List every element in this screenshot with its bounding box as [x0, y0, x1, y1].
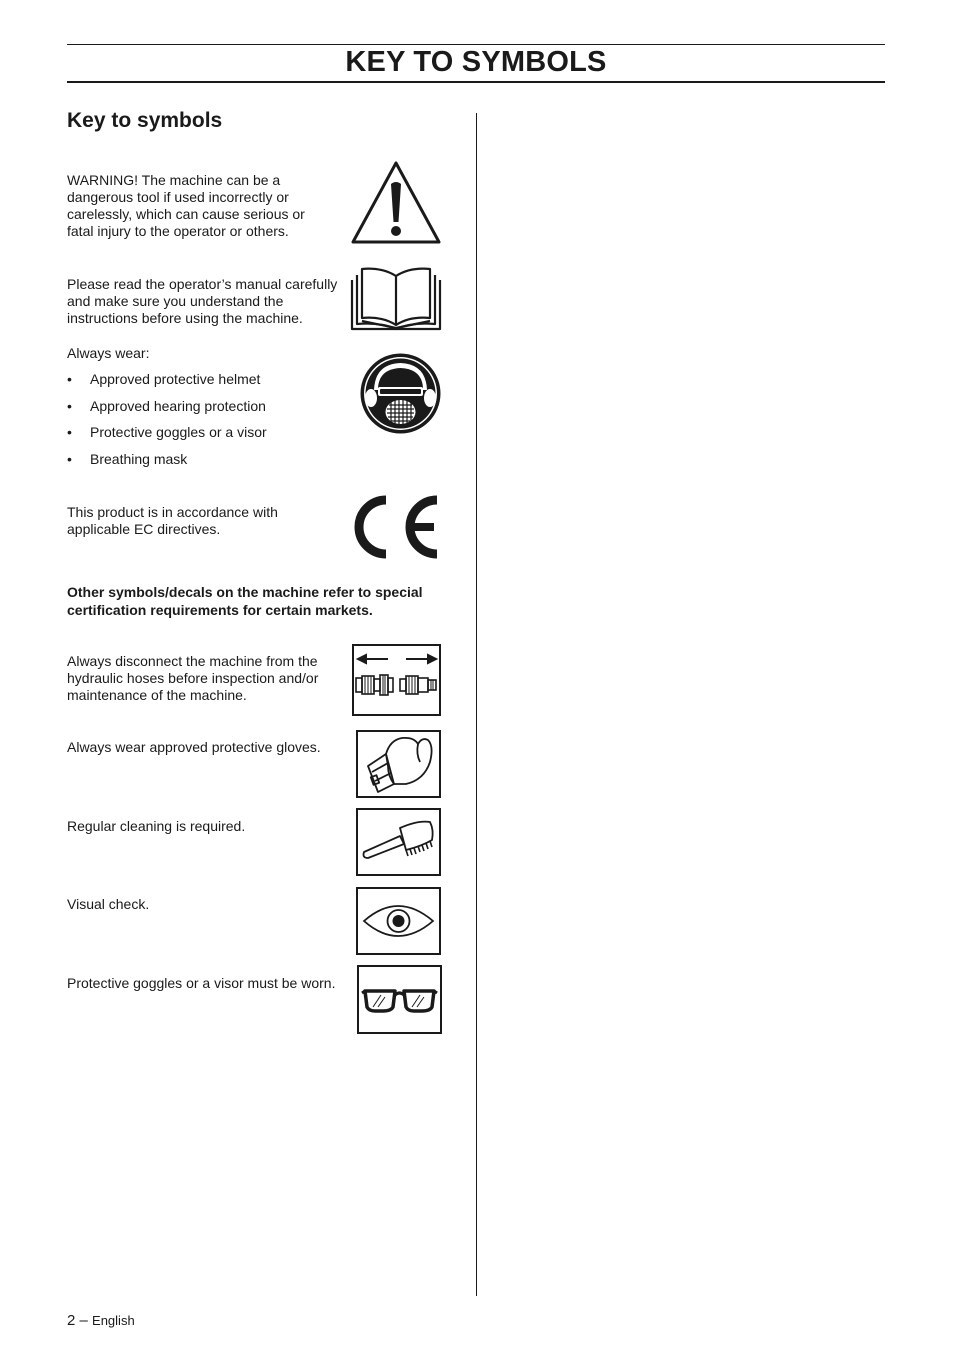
- glove-icon: [356, 730, 441, 798]
- page-footer: [67, 1312, 135, 1329]
- warning-text: WARNING! The machine can be a dangerous tool if used incorrectly or carelessly, which can cause serious or fatal injury to the operator or others.: [67, 172, 305, 239]
- manual-text: Please read the operator’s manual carefully and make sure you understand the instructions before using the machine.: [67, 276, 338, 326]
- hose-disconnect-icon: [352, 644, 441, 716]
- other-symbols-note: Other symbols/decals on the machine refer to special certification requirements for certain markets.: [67, 584, 423, 618]
- warning-triangle-icon: [350, 160, 442, 245]
- ce-mark-icon: [350, 494, 442, 560]
- protective-gear-icon: [359, 352, 442, 435]
- cleaning-text: Regular cleaning is required.: [67, 818, 246, 834]
- always-wear-label: Always wear:: [67, 345, 150, 361]
- footer-language: English: [92, 1313, 135, 1328]
- eye-icon: [356, 887, 441, 955]
- column-divider: [476, 113, 477, 1296]
- gloves-text: Always wear approved protective gloves.: [67, 739, 321, 755]
- wear-list: [67, 371, 267, 477]
- brush-icon: [356, 808, 441, 876]
- visual-check-text: Visual check.: [67, 896, 150, 912]
- ce-text: This product is in accordance with applicable EC directives.: [67, 504, 278, 537]
- page-title: KEY TO SYMBOLS: [345, 46, 607, 78]
- list-item: • Breathing mask: [67, 450, 188, 467]
- list-item: • Protective goggles or a visor: [67, 424, 267, 441]
- open-book-icon: [350, 266, 442, 331]
- section-heading: Key to symbols: [67, 109, 223, 132]
- goggles-icon: [357, 965, 442, 1034]
- goggles-text: Protective goggles or a visor must be worn.: [67, 975, 336, 991]
- page-number: 2 –: [67, 1312, 88, 1329]
- list-item: • Approved protective helmet: [67, 371, 261, 387]
- title-underline: [67, 81, 885, 83]
- list-item: • Approved hearing protection: [67, 397, 266, 414]
- disconnect-text: Always disconnect the machine from the hydraulic hoses before inspection and/or maintenance of the machine.: [67, 653, 319, 703]
